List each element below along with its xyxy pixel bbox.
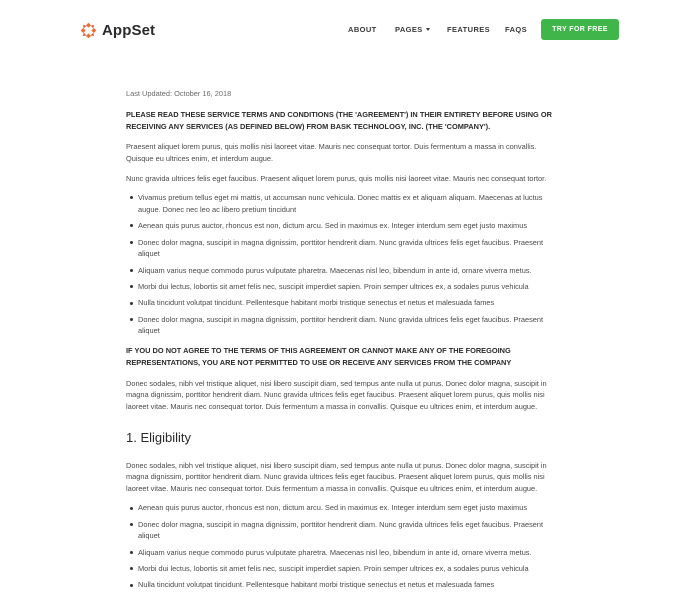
list-item: Aenean quis purus auctor, rhoncus est non, dictum arcu. Sed in maximus ex. Integer interdum sem eget justo maximus (126, 220, 562, 232)
nav-features[interactable]: FEATURES (447, 25, 491, 34)
list-item: Donec dolor magna, suscipit in magna dignissim, porttitor hendrerit diam. Nunc gravida ultrices felis eget faucibus. Praesent aliquet (126, 237, 562, 260)
list-item: Aliquam varius neque commodo purus vulputate pharetra. Maecenas nisl leo, bibendum in ante id, ornare viverra metus. (126, 547, 562, 559)
caret-down-icon (426, 28, 430, 31)
warning-notice: IF YOU DO NOT AGREE TO THE TERMS OF THIS AGREEMENT OR CANNOT MAKE ANY OF THE FOREGOING REPRESENTATIONS, YOU ARE NOT PERMITTED TO USE OR RECEIVE ANY SERVICES FROM THE COMPANY (126, 345, 512, 368)
bullet-list (126, 192, 562, 337)
list-item: Aenean quis purus auctor, rhoncus est non, dictum arcu. Sed in maximus ex. Integer interdum sem eget justo maximus (126, 502, 562, 514)
nav-pages[interactable] (395, 25, 430, 34)
nav-about[interactable]: ABOUT (348, 25, 377, 34)
section-title-eligibility: 1. Eligibility (126, 429, 192, 445)
list-item: Donec dolor magna, suscipit in magna dignissim, porttitor hendrerit diam. Nunc gravida ultrices felis eget faucibus. Praesent aliquet (126, 314, 562, 337)
paragraph: Nunc gravida ultrices felis eget faucibus. Praesent aliquet lorem purus, quis mollis nisi laoreet vitae. Mauris nec consequat tortor. (126, 173, 547, 183)
list-item: Vivamus pretium tellus eget mi mattis, ut accumsan nunc vehicula. Donec mattis ex et aliquam aliquam. Maecenas at luctus augue. Donec nec leo ac libero pretium tincidunt (126, 192, 562, 215)
site-header (0, 0, 700, 60)
nav-faqs[interactable]: FAQS (505, 25, 528, 34)
brand-name: AppSet (102, 21, 156, 39)
paragraph: Donec sodales, nibh vel tristique aliquet, nisi libero suscipit diam, sed tempus ante nulla ut purus. Donec dolor magna, suscipit in magna dignissim, porttitor hendrerit diam. Nunc gravida ultrices felis eget faucibus. Praesent aliquet lorem purus, quis mollis nisi laoreet vitae. Mauris nec consequat tortor. Duis fermentum a massa in convallis. Quisque eu ultrices enim, et interdum augue. (126, 460, 547, 493)
paragraph: Praesent aliquet lorem purus, quis mollis nisi laoreet vitae. Mauris nec consequat tortor. Duis fermentum a massa in convallis. Quisque eu ultrices enim, et interdum augue. (126, 142, 537, 163)
try-for-free-button[interactable]: TRY FOR FREE (541, 19, 619, 40)
paragraph: Donec sodales, nibh vel tristique aliquet, nisi libero suscipit diam, sed tempus ante nulla ut purus. Donec dolor magna, suscipit in magna dignissim, porttitor hendrerit diam. Nunc gravida ultrices felis eget faucibus. Praesent aliquet lorem purus, quis mollis nisi laoreet vitae. Mauris nec consequat tortor. Duis fermentum a massa in convallis. Quisque eu ultrices enim, et interdum augue. (126, 378, 547, 411)
list-item: Morbi dui lectus, lobortis sit amet felis nec, suscipit imperdiet sapien. Proin semper ultrices ex, a sodales purus vehicula (126, 563, 562, 575)
list-item: Nulla tincidunt volutpat tincidunt. Pellentesque habitant morbi tristique senectus et netus et malesuada fames (126, 579, 562, 591)
terms-content (126, 88, 562, 599)
last-updated: Last Updated: October 16, 2018 (126, 89, 232, 98)
list-item: Donec dolor magna, suscipit in magna dignissim, porttitor hendrerit diam. Nunc gravida ultrices felis eget faucibus. Praesent aliquet (126, 519, 562, 542)
intro-notice: PLEASE READ THESE SERVICE TERMS AND CONDITIONS (THE 'AGREEMENT') IN THEIR ENTIRETY BEFORE USING OR RECEIVING ANY SERVICES (AS DEFINED BELOW) FROM BASK TECHNOLOGY, INC. (THE 'COMPANY'). (126, 109, 552, 131)
list-item: Nulla tincidunt volutpat tincidunt. Pellentesque habitant morbi tristique senectus et netus et malesuada fames (126, 297, 562, 309)
main-nav (0, 0, 700, 60)
list-item: Aliquam varius neque commodo purus vulputate pharetra. Maecenas nisl leo, bibendum in ante id, ornare viverra metus. (126, 265, 562, 277)
bullet-list (126, 502, 562, 591)
nav-pages-label: PAGES (395, 25, 423, 34)
list-item: Morbi dui lectus, lobortis sit amet felis nec, suscipit imperdiet sapien. Proin semper ultrices ex, a sodales purus vehicula (126, 281, 562, 293)
